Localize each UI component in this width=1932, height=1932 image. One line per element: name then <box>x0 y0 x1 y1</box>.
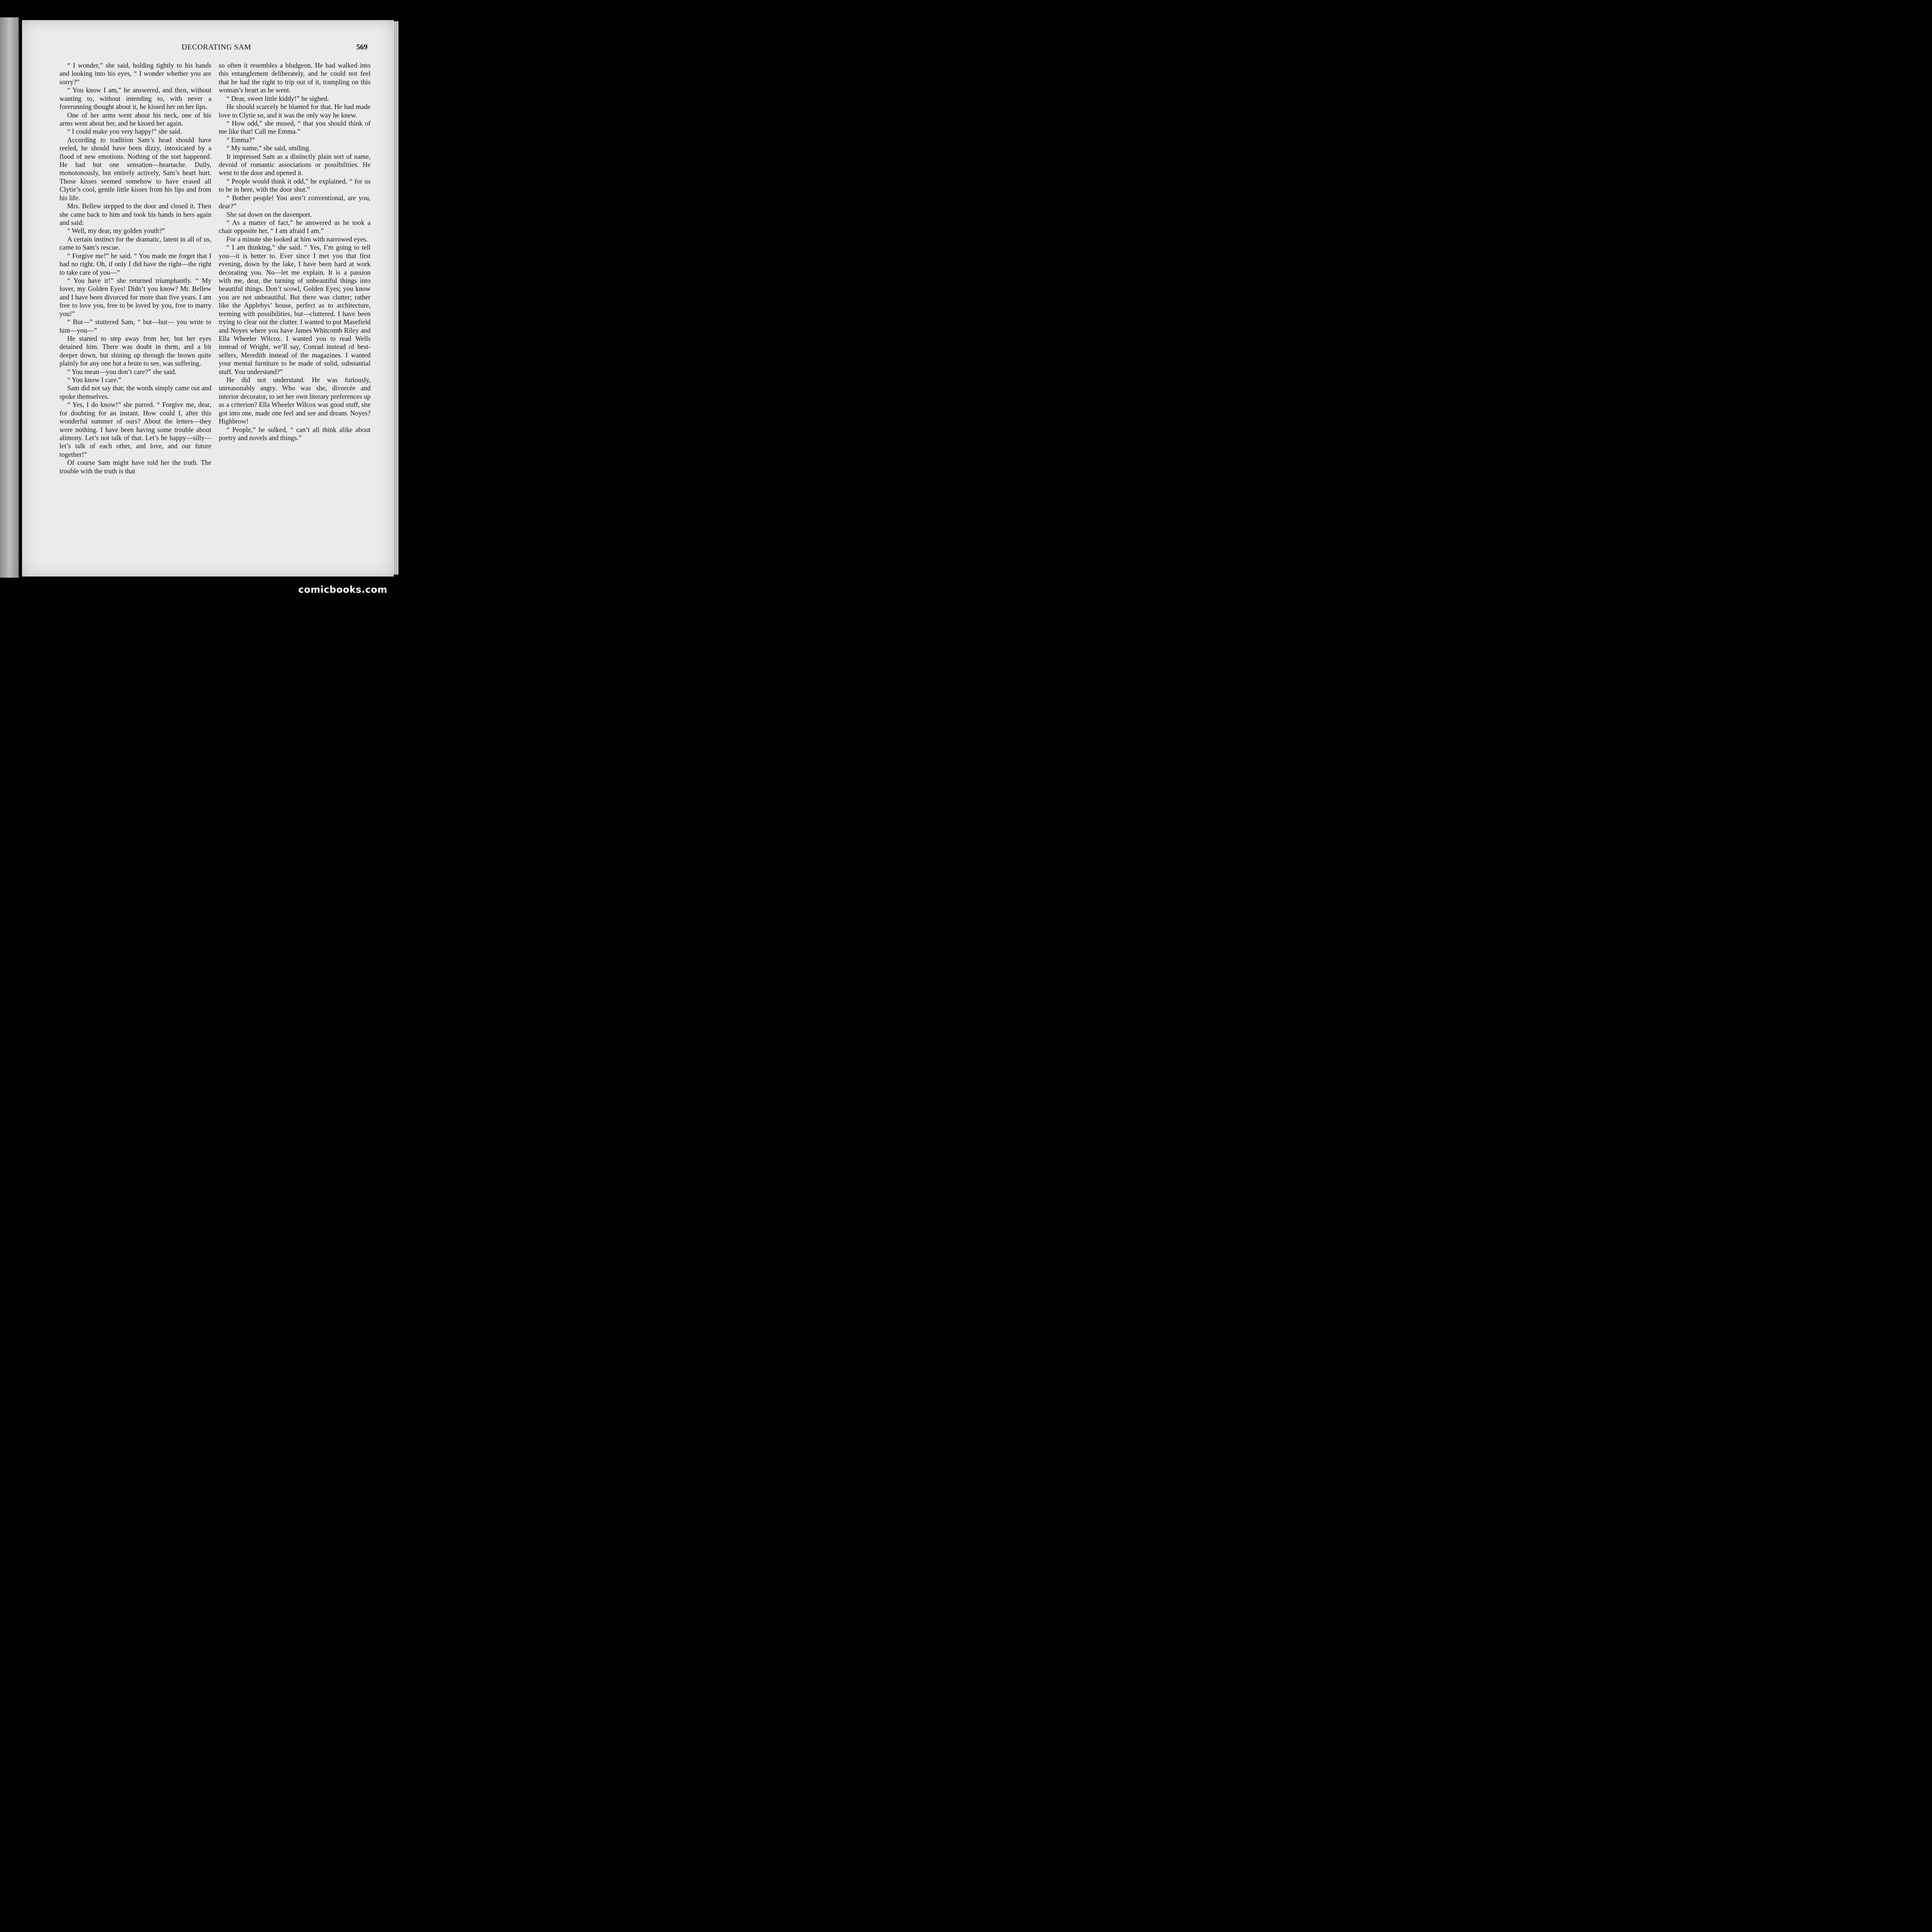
watermark: comicbooks.com <box>298 584 388 595</box>
paragraph: “ People,” he sulked, “ can’t all think alike about poetry and novels and things.” <box>219 425 371 442</box>
paragraph: She sat down on the davenport. <box>226 210 312 218</box>
paragraph: A certain instinct for the dramatic, latent in all of us, came to Sam’s rescue. <box>60 235 211 252</box>
paragraph: “ I wonder,” she said, holding tightly to his hands and looking into his eyes, “ I wonder whether you are sorry?” <box>60 61 211 86</box>
paragraph: “ You have it!” she returned triumphantly. “ My lover, my Golden Eyes! Didn’t you know? Mr. Bellew and I have been divorced for more than five years. I am free to love you, free to be loved by you, free to marry you!” <box>60 276 211 318</box>
paragraph: Of course Sam might have told her the truth. The trouble with the truth is that <box>60 459 211 475</box>
paragraph: “ How odd,” she mused, “ that you should think of me like that! Call me Emma.” <box>219 119 371 136</box>
paragraph: “ Forgive me!” he said. “ You made me forget that I had no right. Oh, if only I did have the right—the right to take care of you—” <box>60 252 211 276</box>
page-number: 569 <box>356 43 368 51</box>
running-head: DECORATING SAM <box>181 43 252 51</box>
paragraph: He did not understand. He was furiously, unreasonably angry. Who was she, divorcée and interior decorator, to set her own literary preferences up as a criterion? Ella Wheeler Wilcox was good stuff, she got into one, made one feel and see and dream. Noyes? Highbrow! <box>219 376 371 425</box>
paragraph: “ You know I care.” <box>67 376 121 384</box>
paragraph: He started to step away from her, but her eyes detained him. There was doubt in them, and a bit deeper down, but shining up through the brown quite plainly for any one but a brute to see, was suffering. <box>60 334 211 367</box>
paragraph: “ Dear, sweet little kiddy!” he sighed. <box>226 94 329 102</box>
paragraph: so often it resembles a bludgeon. He had walked into this entanglement deliberately, and he could not feel that he had the right to trip out of it, trampling on this woman’s heart as he went. <box>219 61 371 94</box>
paragraph: “ Well, my dear, my golden youth?” <box>67 227 165 235</box>
paragraph: “ You know I am,” he answered, and then, without wanting to, without intending to, with never a forerunning thought about it, he kissed her on her lips. <box>60 86 211 111</box>
paragraph: It impressed Sam as a distinctly plain sort of name, devoid of romantic associations or possibilities. He went to the door and opened it. <box>219 152 371 177</box>
paragraph: “ You mean—you don’t care?” she said. <box>67 367 177 376</box>
page-stack-edge <box>394 21 398 575</box>
paragraph: “ As a matter of fact,” he answered as he took a chair opposite her, “ I am afraid I am.” <box>219 219 371 235</box>
paragraph: “ My name,” she said, smiling. <box>226 144 311 152</box>
paragraph: “ I could make you very happy!” she said. <box>67 128 182 136</box>
right-text-column <box>219 61 371 442</box>
paragraph: “ People would think it odd,” he explained, “ for us to be in here, with the door shut.” <box>219 177 371 194</box>
paragraph: “ Yes, I do know!” she purred. “ Forgive me, dear, for doubting for an instant. How could I, after this wonderful summer of ours? About the letters—they were nothing. I have been having some trouble about alimony. Let’s not talk of that. Let’s be happy—silly—let’s talk of each other, and love, and our future together!” <box>60 401 211 458</box>
paragraph: According to tradition Sam’s head should have reeled, he should have been dizzy, intoxicated by a flood of new emotions. Nothing of the sort happened. He had but one sensation—heartache. Dully, monotonously, but entirely actively, Sam’s heart hurt. Those kisses seemed somehow to have erased all Clytie’s cool, gentle little kisses from his lips and from his life. <box>60 136 211 202</box>
facing-page-edge <box>0 17 20 578</box>
paragraph: “ But—” stuttered Sam, “ but—but— you write to him—you—” <box>60 318 211 334</box>
paragraph: One of her arms went about his neck, one of his arms went about her, and he kissed her again. <box>60 111 211 127</box>
paragraph: Mrs. Bellew stepped to the door and closed it. Then she came back to him and took his hands in hers again and said: <box>60 202 211 227</box>
paragraph: Sam did not say that; the words simply came out and spoke themselves. <box>60 384 211 400</box>
paragraph: He should scarcely be blamed for that. He had made love to Clytie so, and it was the only way he knew. <box>219 103 371 119</box>
left-text-column <box>60 61 211 475</box>
paragraph: “ Bother people! You aren’t conventional, are you, dear?” <box>219 194 371 210</box>
paragraph: “ I am thinking,” she said. “ Yes, I’m going to tell you—it is better to. Ever since I met you that first evening, down by the lake, I have been hard at work decorating you. No—let me explain. It is a passion with me, dear, the turning of unbeautiful things into beautiful things. Don’t scowl, Golden Eyes; you know you are not unbeautiful. But there was clutter; rather like the Applebys’ house, perfect as to architecture, teeming with possibilities, but—cluttered. I have been trying to clear out the clutter. I wanted to put Masefield and Noyes where you have James Whitcomb Riley and Ella Wheeler Wilcox. I wanted you to read Wells instead of Wright, we’ll say, Conrad instead of best-sellers, Meredith instead of the magazines. I wanted your mental furniture to be made of solid, substantial stuff. You understand?” <box>219 243 371 376</box>
paragraph: “ Emma?” <box>226 136 255 144</box>
paragraph: For a minute she looked at him with narrowed eyes. <box>226 235 368 243</box>
